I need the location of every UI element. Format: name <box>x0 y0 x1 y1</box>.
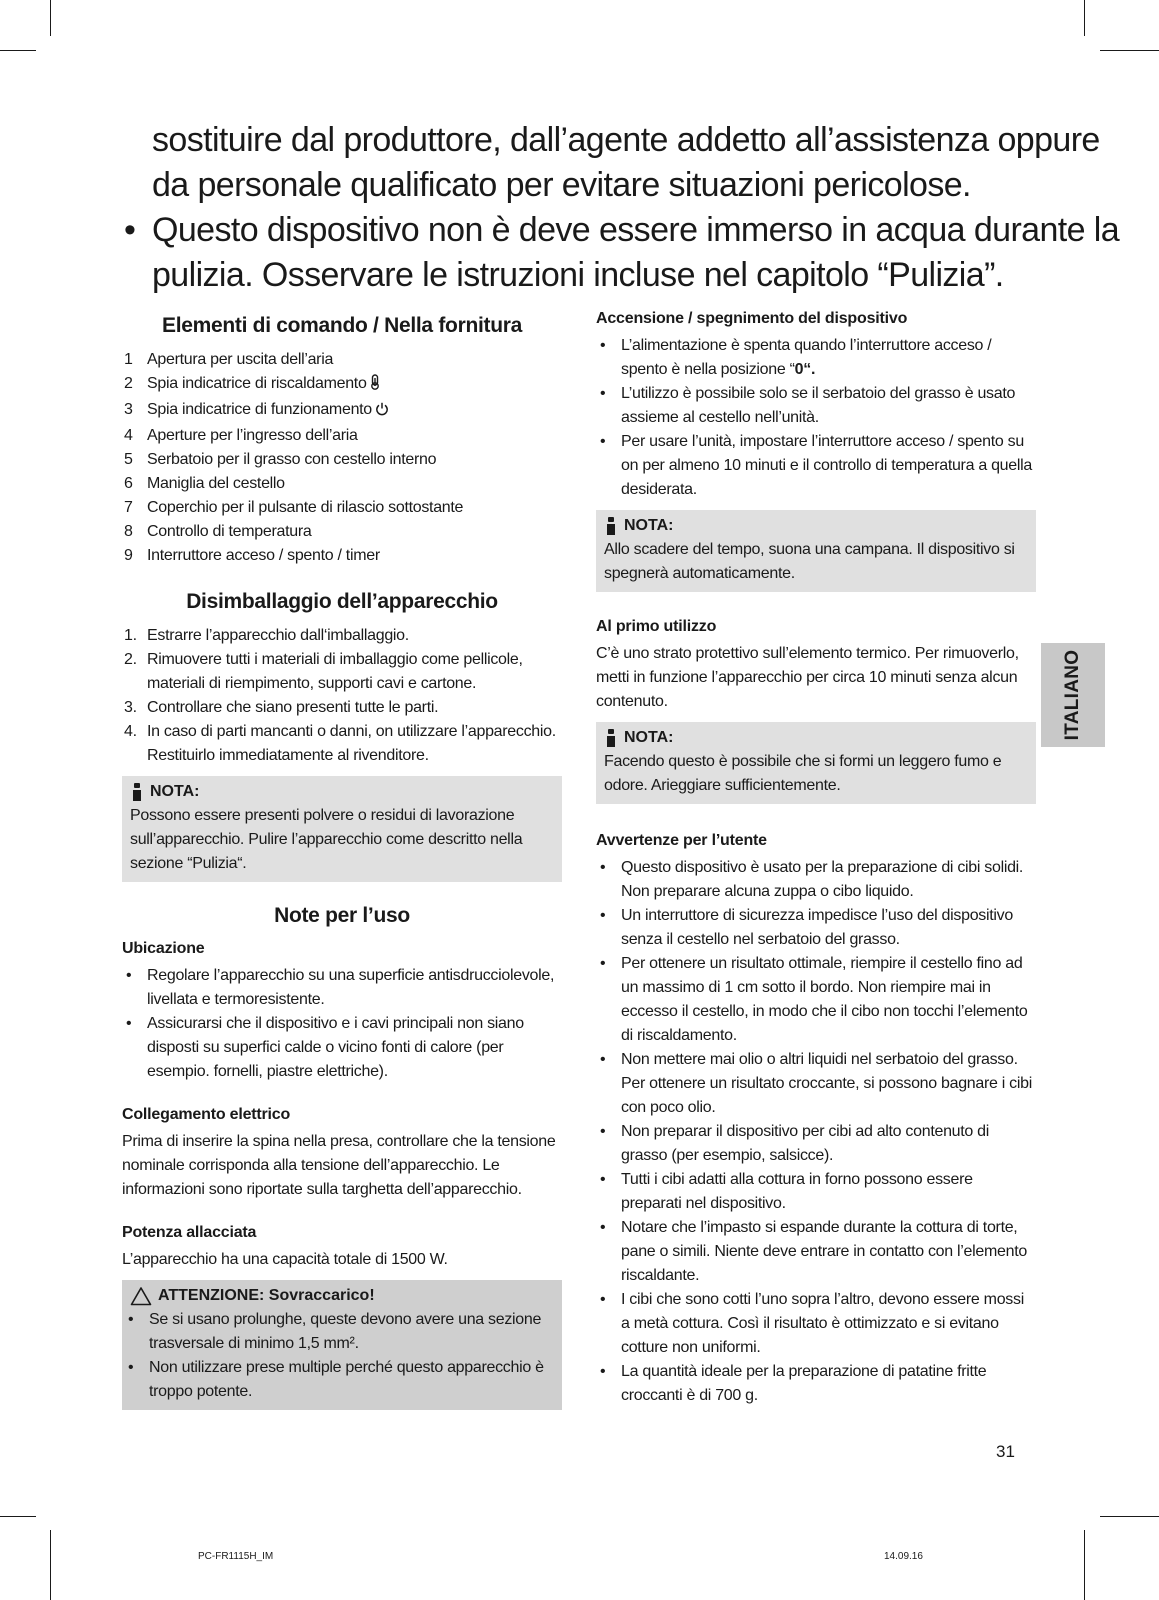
note-title: NOTA: <box>624 729 674 746</box>
warning-title: ATTENZIONE: Sovraccarico! <box>158 1287 375 1304</box>
list-item <box>122 472 562 496</box>
item-text: Se si usano prolunghe, queste devono avere una sezione trasversale di minimo 1,5 mm². <box>149 1311 542 1352</box>
electrical-text: Prima di inserire la spina nella presa, controllare che la tensione nominale corrisponda alla tensione dell’apparecchio. Le informazioni sono riportate sulla targhetta dell’apparecchio. <box>122 1133 556 1198</box>
list-item <box>122 648 562 696</box>
list-item <box>596 334 1036 382</box>
crop-mark <box>1084 1530 1085 1600</box>
info-icon <box>130 783 144 801</box>
list-item <box>122 544 562 568</box>
warning-box <box>122 1280 562 1410</box>
list-item <box>122 720 562 768</box>
page-number: 31 <box>996 1442 1015 1461</box>
list-item <box>596 1048 1036 1120</box>
top-line <box>118 163 1038 208</box>
item-text: In caso di parti mancanti o danni, on utilizzare l’apparecchio. Restituirlo immediatamente al rivenditore. <box>147 723 556 764</box>
top-line-text: da personale qualificato per evitare situazioni pericolose. <box>152 166 971 204</box>
item-number: 4. <box>124 723 137 740</box>
item-text: I cibi che sono cotti l’uno sopra l’altro, devono essere mossi a metà cottura. Così il risultato è ottimizzato e si evitano cotture non uniformi. <box>621 1291 1024 1356</box>
bullet: • <box>126 967 132 984</box>
bullet: • <box>600 907 606 924</box>
list-item <box>122 348 562 372</box>
item-number: 7 <box>124 499 133 516</box>
item-text: Assicurarsi che il dispositivo e i cavi principali non siano disposti su superfici calde o vicino fonti di calore (per esempio. fornelli, piastre elettriche). <box>147 1015 524 1080</box>
top-line-text: Questo dispositivo non è deve essere immerso in acqua durante la <box>152 211 1120 249</box>
spacer <box>122 568 562 588</box>
top-safety-text <box>118 118 1120 298</box>
list-item <box>122 696 562 720</box>
user-warnings-title: Avvertenze per l’utente <box>596 832 767 849</box>
item-number: 1. <box>124 627 137 644</box>
bullet: • <box>600 1171 606 1188</box>
item-number: 3 <box>124 401 133 418</box>
item-text: Un interruttore di sicurezza impedisce l’uso del dispositivo senza il cestello nel serbatoio del grasso. <box>621 907 1013 948</box>
list-item <box>122 424 562 448</box>
list-item <box>122 372 562 398</box>
item-text: Per usare l’unità, impostare l’interruttore acceso / spento su on per almeno 10 minuti e il controllo di temperatura a quella desiderata. <box>621 433 1032 498</box>
list-item <box>596 1120 1036 1168</box>
bullet: • <box>124 211 136 249</box>
item-text: Spia indicatrice di funzionamento <box>147 401 372 418</box>
top-line <box>118 118 1100 163</box>
left-column <box>122 312 562 1410</box>
top-line-text: sostituire dal produttore, dall’agente addetto all’assistenza oppure <box>152 121 1100 159</box>
item-number: 8 <box>124 523 133 540</box>
footer-doc-code: PC-FR1115H_IM <box>198 1551 274 1562</box>
crop-mark <box>50 0 51 36</box>
item-text: Aperture per l’ingresso dell’aria <box>147 427 358 444</box>
item-number: 2. <box>124 651 137 668</box>
electrical-title: Collegamento elettrico <box>122 1106 291 1123</box>
spacer <box>122 882 562 902</box>
note-header <box>604 514 1028 538</box>
item-text-end: “. <box>803 361 816 378</box>
bullet: • <box>600 955 606 972</box>
unpacking-list <box>122 624 562 768</box>
onoff-title: Accensione / spegnimento del dispositivo <box>596 310 908 327</box>
item-text: Non utilizzare prese multiple perché questo apparecchio è troppo potente. <box>149 1359 544 1400</box>
bullet: • <box>126 1015 132 1032</box>
note-title: NOTA: <box>624 517 674 534</box>
bullet: • <box>128 1311 134 1328</box>
top-line-text: pulizia. Osservare le istruzioni incluse nel capitolo “Pulizia”. <box>152 256 1004 294</box>
bullet: • <box>600 337 606 354</box>
bullet: • <box>600 1291 606 1308</box>
item-text: Questo dispositivo è usato per la preparazione di cibi solidi. Non preparare alcuna zuppa o cibo liquido. <box>621 859 1024 900</box>
list-item <box>596 904 1036 952</box>
item-text: Controllo di temperatura <box>147 523 312 540</box>
bullet: • <box>600 859 606 876</box>
item-text: Serbatoio per il grasso con cestello interno <box>147 451 437 468</box>
list-item <box>122 398 562 424</box>
warning-header <box>130 1284 554 1308</box>
list-item <box>122 624 562 648</box>
bullet: • <box>600 1219 606 1236</box>
crop-mark <box>50 1530 51 1600</box>
item-number: 6 <box>124 475 133 492</box>
note-text: Possono essere presenti polvere o residui di lavorazione sull’apparecchio. Pulire l’apparecchio come descritto nella sezione “Pulizia“. <box>130 807 523 872</box>
spacer <box>122 1084 562 1104</box>
warning-triangle-icon <box>130 1286 152 1306</box>
note-box <box>122 776 562 882</box>
item-number: 5 <box>124 451 133 468</box>
usage-title: Note per l’uso <box>274 904 410 927</box>
crop-mark <box>1084 0 1085 36</box>
list-item <box>596 952 1036 1048</box>
item-number: 2 <box>124 375 133 392</box>
item-text: Interruttore acceso / spento / timer <box>147 547 380 564</box>
top-line <box>118 253 1038 298</box>
item-text: Non preparar il dispositivo per cibi ad alto contenuto di grasso (per esempio, salsicce). <box>621 1123 990 1164</box>
item-number: 9 <box>124 547 133 564</box>
first-use-title: Al primo utilizzo <box>596 618 717 635</box>
location-list <box>122 964 562 1084</box>
crop-mark <box>0 50 36 51</box>
unpacking-title: Disimballaggio dell’apparecchio <box>186 590 498 613</box>
bullet: • <box>600 385 606 402</box>
footer-date: 14.09.16 <box>884 1551 923 1562</box>
item-text: Non mettere mai olio o altri liquidi nel serbatoio del grasso. Per ottenere un risultato croccante, si possono bagnare i cibi con poco olio. <box>621 1051 1032 1116</box>
right-column <box>596 308 1036 1408</box>
warning-list <box>124 1308 554 1404</box>
item-text: Spia indicatrice di riscaldamento <box>147 375 367 392</box>
item-number: 1 <box>124 351 133 368</box>
thermometer-icon <box>370 374 380 398</box>
item-text: Rimuovere tutti i materiali di imballaggio come pellicole, materiali di riempimento, supporti cavi e cartone. <box>147 651 523 692</box>
note-header <box>130 780 554 804</box>
list-item <box>124 1308 554 1356</box>
bullet: • <box>128 1359 134 1376</box>
item-text: Regolare l’apparecchio su una superficie antisdrucciolevole, livellata e termoresistente. <box>147 967 555 1008</box>
bullet: • <box>600 1123 606 1140</box>
item-text: Tutti i cibi adatti alla cottura in forno possono essere preparati nel dispositivo. <box>621 1171 973 1212</box>
controls-title: Elementi di comando / Nella fornitura <box>162 314 522 337</box>
item-text: Per ottenere un risultato ottimale, riempire il cestello fino ad un massimo di 1 cm sotto il bordo. Non riempire mai in eccesso il cestello, in modo che il cibo non tocchi l’elemento di riscaldamento. <box>621 955 1028 1044</box>
list-item <box>122 964 562 1012</box>
item-text: L’utilizzo è possibile solo se il serbatoio del grasso è usato assieme al cestello nell’unità. <box>621 385 1016 426</box>
power-title: Potenza allacciata <box>122 1224 257 1241</box>
note-text: Allo scadere del tempo, suona una campana. Il dispositivo si spegnerà automaticamente. <box>604 541 1015 582</box>
bullet: • <box>600 433 606 450</box>
bullet: • <box>600 1363 606 1380</box>
list-item <box>122 496 562 520</box>
info-icon <box>604 729 618 747</box>
item-text: Apertura per uscita dell’aria <box>147 351 334 368</box>
item-text: La quantità ideale per la preparazione di patatine fritte croccanti è di 700 g. <box>621 1363 987 1404</box>
spacer <box>596 804 1036 830</box>
item-text: Estrarre l’apparecchio dall‘imballaggio. <box>147 627 409 644</box>
list-item <box>124 1356 554 1404</box>
power-text: L’apparecchio ha una capacità totale di 1500 W. <box>122 1251 448 1268</box>
note-header <box>604 726 1028 750</box>
user-warnings-list <box>596 856 1036 1408</box>
note-box <box>596 510 1036 592</box>
power-icon <box>375 400 389 424</box>
onoff-list <box>596 334 1036 502</box>
item-text: Notare che l’impasto si espande durante la cottura di torte, pane o simili. Niente deve entrare in contatto con l’elemento riscaldante. <box>621 1219 1027 1284</box>
top-line <box>118 208 1120 253</box>
crop-mark <box>0 1516 36 1517</box>
spacer <box>596 592 1036 616</box>
list-item <box>596 1216 1036 1288</box>
list-item <box>596 1288 1036 1360</box>
list-item <box>596 856 1036 904</box>
location-title: Ubicazione <box>122 940 205 957</box>
item-number: 4 <box>124 427 133 444</box>
note-title: NOTA: <box>150 783 200 800</box>
switch-position: 0 <box>794 361 804 378</box>
item-number: 3. <box>124 699 137 716</box>
item-text: L’alimentazione è spenta quando l’interruttore acceso / spento è nella posizione “ <box>621 337 992 378</box>
item-text: Maniglia del cestello <box>147 475 285 492</box>
list-item <box>596 430 1036 502</box>
item-text: Controllare che siano presenti tutte le parti. <box>147 699 439 716</box>
info-icon <box>604 517 618 535</box>
list-item <box>596 1168 1036 1216</box>
list-item <box>596 1360 1036 1408</box>
note-text: Facendo questo è possibile che si formi un leggero fumo e odore. Arieggiare sufficientemente. <box>604 753 1002 794</box>
controls-list <box>122 348 562 568</box>
first-use-text: C’è uno strato protettivo sull’elemento termico. Per rimuoverlo, metti in funzione l’apparecchio per circa 10 minuti senza alcun contenuto. <box>596 645 1019 710</box>
list-item <box>122 1012 562 1084</box>
note-box <box>596 722 1036 804</box>
list-item <box>122 448 562 472</box>
language-tab-label: ITALIANO <box>1062 649 1083 741</box>
crop-mark <box>1100 50 1159 51</box>
item-text: Coperchio per il pulsante di rilascio sottostante <box>147 499 464 516</box>
list-item <box>596 382 1036 430</box>
list-item <box>122 520 562 544</box>
spacer <box>122 1202 562 1222</box>
crop-mark <box>1100 1516 1159 1517</box>
bullet: • <box>600 1051 606 1068</box>
